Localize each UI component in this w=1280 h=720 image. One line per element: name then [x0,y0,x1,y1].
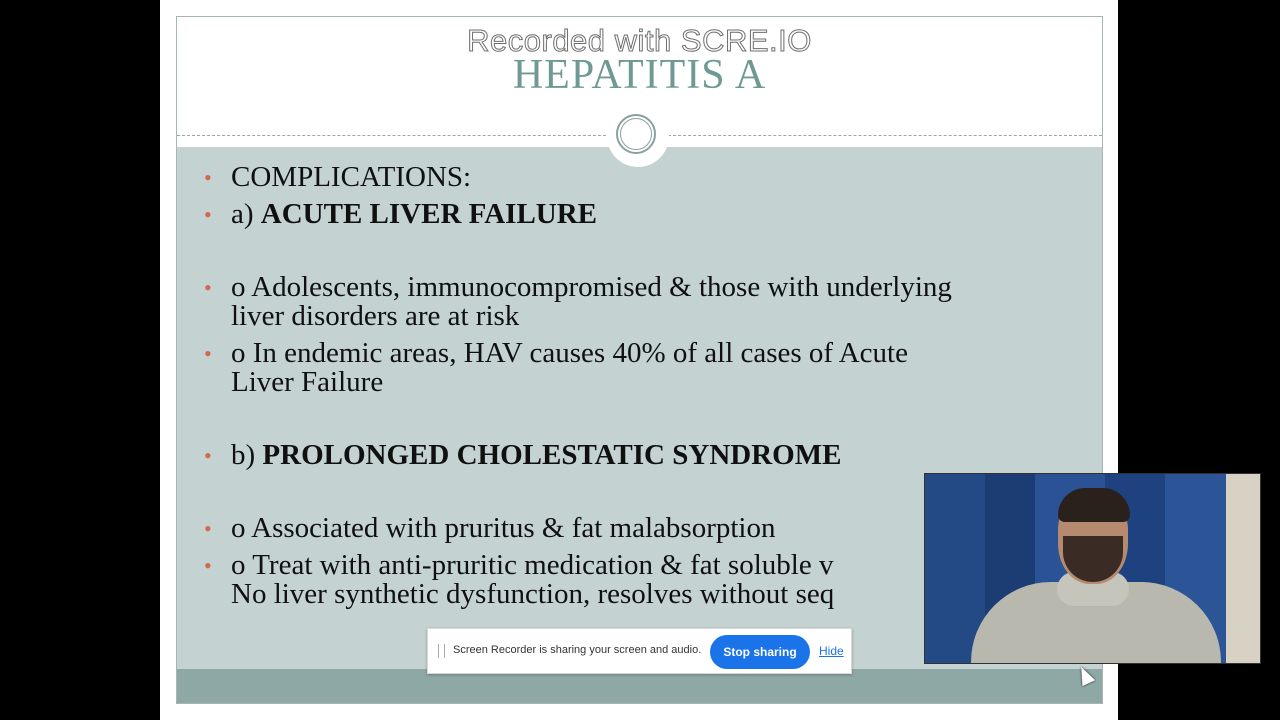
bullet-heading: ACUTE LIVER FAILURE [260,198,598,230]
bullet-line: No liver synthetic dysfunction, resolves without seq [231,578,835,610]
wall [1226,474,1260,663]
bullet-cholestatic-syndrome [231,441,841,470]
bullet-text: COMPLICATIONS: [231,161,472,193]
bullet-endemic-areas [231,339,908,397]
bullet-line: o In endemic areas, HAV causes 40% of all cases of Acute [231,337,908,369]
bullet-line: o Treat with anti-pruritic medication & fat soluble v [231,549,834,581]
stop-sharing-button[interactable]: Stop sharing [710,635,810,669]
bullet-line: o Adolescents, immunocompromised & those with underlying [231,271,952,303]
webcam-overlay[interactable] [924,473,1261,664]
slide-title: HEPATITIS A [512,52,767,98]
bullet-line: liver disorders are at risk [231,300,520,332]
bullet-heading: PROLONGED CHOLESTATIC SYNDROME [262,439,842,471]
bullet-prefix: a) [231,198,261,230]
bullet-acute-liver-failure [231,200,597,229]
share-message: Screen Recorder is sharing your screen and audio. [453,644,702,656]
hide-link[interactable]: Hide [819,644,844,658]
bullet-complications [231,163,471,192]
bullet-adolescents [231,273,952,331]
screen-share-bar [427,628,852,674]
drag-grip-icon[interactable] [438,644,445,658]
recording-watermark: Recorded with SCRE.IO [467,23,812,58]
bullet-prefix: b) [231,439,263,471]
bullet-line: Liver Failure [231,366,384,398]
bullet-line: o Associated with pruritus & fat malabsorption [231,512,776,544]
bullet-treatment [231,551,834,609]
person-hair [1058,488,1130,522]
bullet-pruritus [231,514,775,543]
